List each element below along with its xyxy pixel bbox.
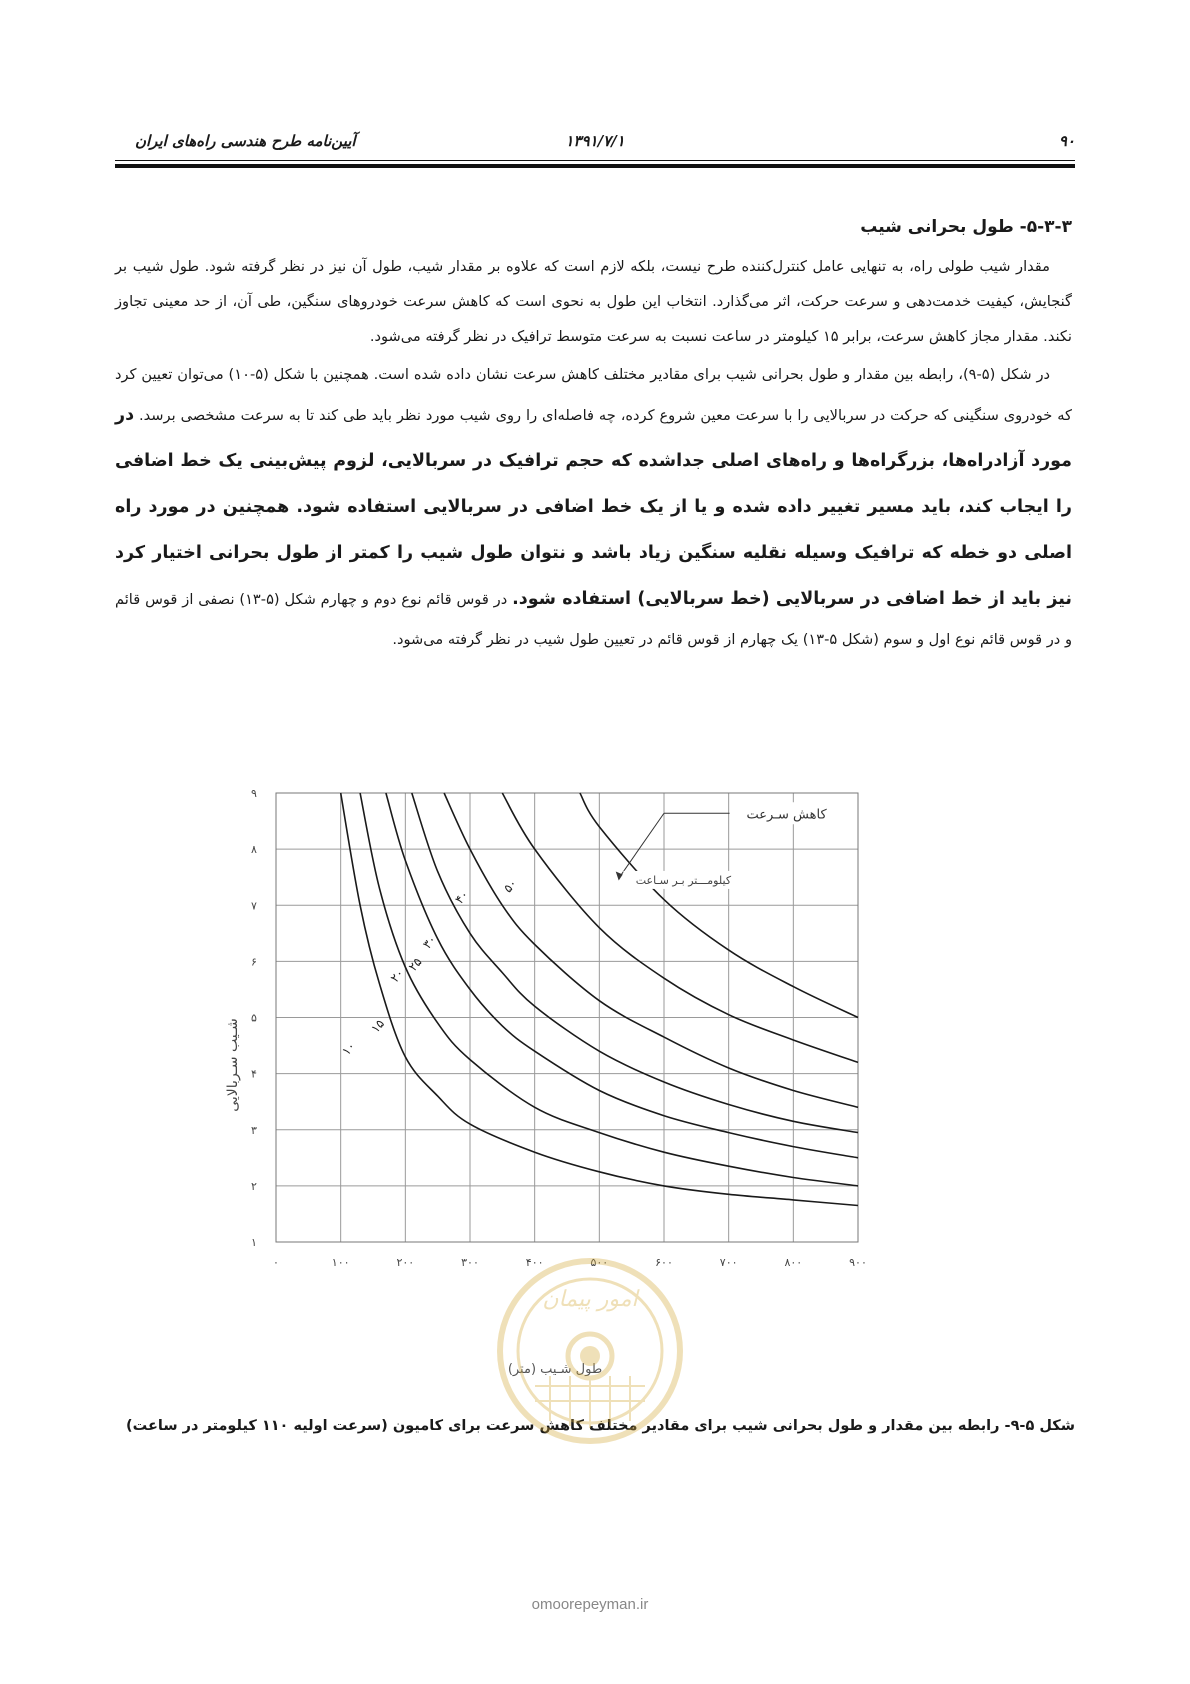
y-tick-label: ۳ — [251, 1123, 257, 1137]
legend-arrow — [616, 872, 623, 881]
series-label: ۲۰ — [387, 966, 407, 986]
y-tick-label: ۵ — [251, 1011, 257, 1025]
series-label: ۳۰ — [419, 932, 439, 952]
legend-unit: کیلومـــتر بـر سـاعت — [635, 873, 732, 887]
y-tick-label: ۱ — [251, 1236, 257, 1249]
x-tick-label: ۲۰۰ — [396, 1256, 415, 1269]
y-tick-label: ۲ — [251, 1179, 257, 1193]
paragraph-2 — [115, 357, 1072, 657]
paragraph-2-end: در قوس قائم نوع دوم و چهارم شکل (۵-۱۳) نصفی از قوس قائم و در قوس قائم نوع اول و سوم (شکل ۵-۱۳) یک چهارم از قوس قائم در تعیین طول شیب در نظر گرفته می‌شود. — [115, 591, 1072, 648]
x-tick-label: ۱۰۰ — [331, 1256, 350, 1269]
series-label: ۲۵ — [405, 954, 425, 974]
series-line — [360, 793, 858, 1186]
y-axis-title: شـیب سـربالایی — [225, 1018, 241, 1112]
watermark-logo — [495, 1256, 685, 1446]
header-date: ۱۳۹۱/۷/۱ — [565, 132, 625, 150]
series-label: ۴۰ — [452, 887, 472, 907]
header-rule-thin — [115, 160, 1075, 161]
y-tick-label: ۷ — [251, 899, 257, 913]
x-tick-label: ۳۰۰ — [461, 1256, 479, 1269]
x-tick-label: ۴۰۰ — [525, 1256, 544, 1269]
page-header — [115, 128, 1075, 158]
series-line — [412, 793, 858, 1133]
series-label: ۱۵ — [368, 1016, 388, 1036]
x-tick-label: ۰ — [273, 1256, 279, 1269]
watermark-url: omoorepeyman.ir — [531, 1596, 649, 1613]
series-label: ۵۰ — [500, 876, 520, 896]
page-number: ۹۰ — [1058, 132, 1075, 150]
series-label: ۱۰ — [339, 1039, 359, 1059]
book-title: آیین‌نامه طرح هندسی راه‌های ایران — [135, 132, 356, 150]
series-line — [386, 793, 858, 1158]
figure-caption: شکل ۵-۹- رابطه بین مقدار و طول بحرانی شیب برای مقادیر مختلف کاهش سرعت برای کامیون (سرعت اولیه ۱۱۰ کیلومتر در ساعت) — [126, 1418, 1075, 1434]
paragraph-1: مقدار شیب طولی راه، به تنهایی عامل کنترل‌کننده طرح نیست، بلکه لازم است که علاوه بر مقدار شیب، طول آن نیز در نظر گرفته شود. طول شیب بر گنجایش، کیفیت خدمت‌دهی و سرعت حرکت، اثر می‌گذارد. انتخاب این طول به نحوی است که کاهش سرعت خودروهای سنگین، طی آن، از حد معینی تجاوز نکند. مقدار مجاز کاهش سرعت، برابر ۱۵ کیلومتر در ساعت نسبت به سرعت متوسط ترافیک در نظر گرفته می‌شود. — [115, 258, 1072, 345]
legend-title: کاهش سـرعت — [746, 807, 827, 823]
paragraph-2-bold: در مورد آزادراه‌ها، بزرگراه‌ها و راه‌های اصلی جداشده که حجم ترافیک در سربالایی، لزوم پیش‌بینی یک خط اضافی را ایجاب کند، باید مسیر تغییر داده شده و یا از یک خط اضافی در سربالایی استفاده شود. همچنین در مورد راه اصلی دو خطه که ترافیک وسیله نقلیه سنگین زیاد باشد و نتوان طول شیب را کمتر از طول بحرانی اختیار کرد نیز باید از خط اضافی در سربالایی (خط سربالایی) استفاده شود. — [115, 405, 1072, 609]
x-axis-title: طول شـیب (متر) — [507, 1362, 603, 1377]
y-tick-label: ۴ — [251, 1067, 257, 1081]
x-tick-label: ۵۰۰ — [590, 1256, 609, 1269]
x-tick-label: ۹۰۰ — [849, 1256, 867, 1269]
legend-leader — [619, 813, 664, 878]
x-tick-label: ۶۰۰ — [655, 1256, 673, 1269]
x-tick-label: ۸۰۰ — [784, 1256, 803, 1269]
section-body — [115, 215, 1072, 660]
header-rule-thick — [115, 164, 1075, 168]
series-line — [444, 793, 858, 1107]
watermark-logo-text: امور پیمان — [542, 1287, 638, 1312]
y-tick-label: ۹ — [251, 787, 257, 800]
paragraph-2-intro: در شکل (۵-۹)، رابطه بین مقدار و طول بحرانی شیب برای مقادیر مختلف کاهش سرعت نشان داده شده است. همچنین با شکل (۵-۱۰) می‌توان تعیین کرد که خودروی سنگینی که حرکت در سربالایی را با سرعت معین شروع کرده، چه فاصله‌ای را روی شیب مورد نظر باید طی کند تا به سرعت مشخصی برسد. — [115, 366, 1073, 424]
section-heading: ۵-۳-۳- طول بحرانی شیب — [860, 217, 1072, 237]
y-tick-label: ۶ — [251, 955, 257, 969]
y-tick-label: ۸ — [251, 843, 257, 857]
x-tick-label: ۷۰۰ — [719, 1256, 738, 1269]
